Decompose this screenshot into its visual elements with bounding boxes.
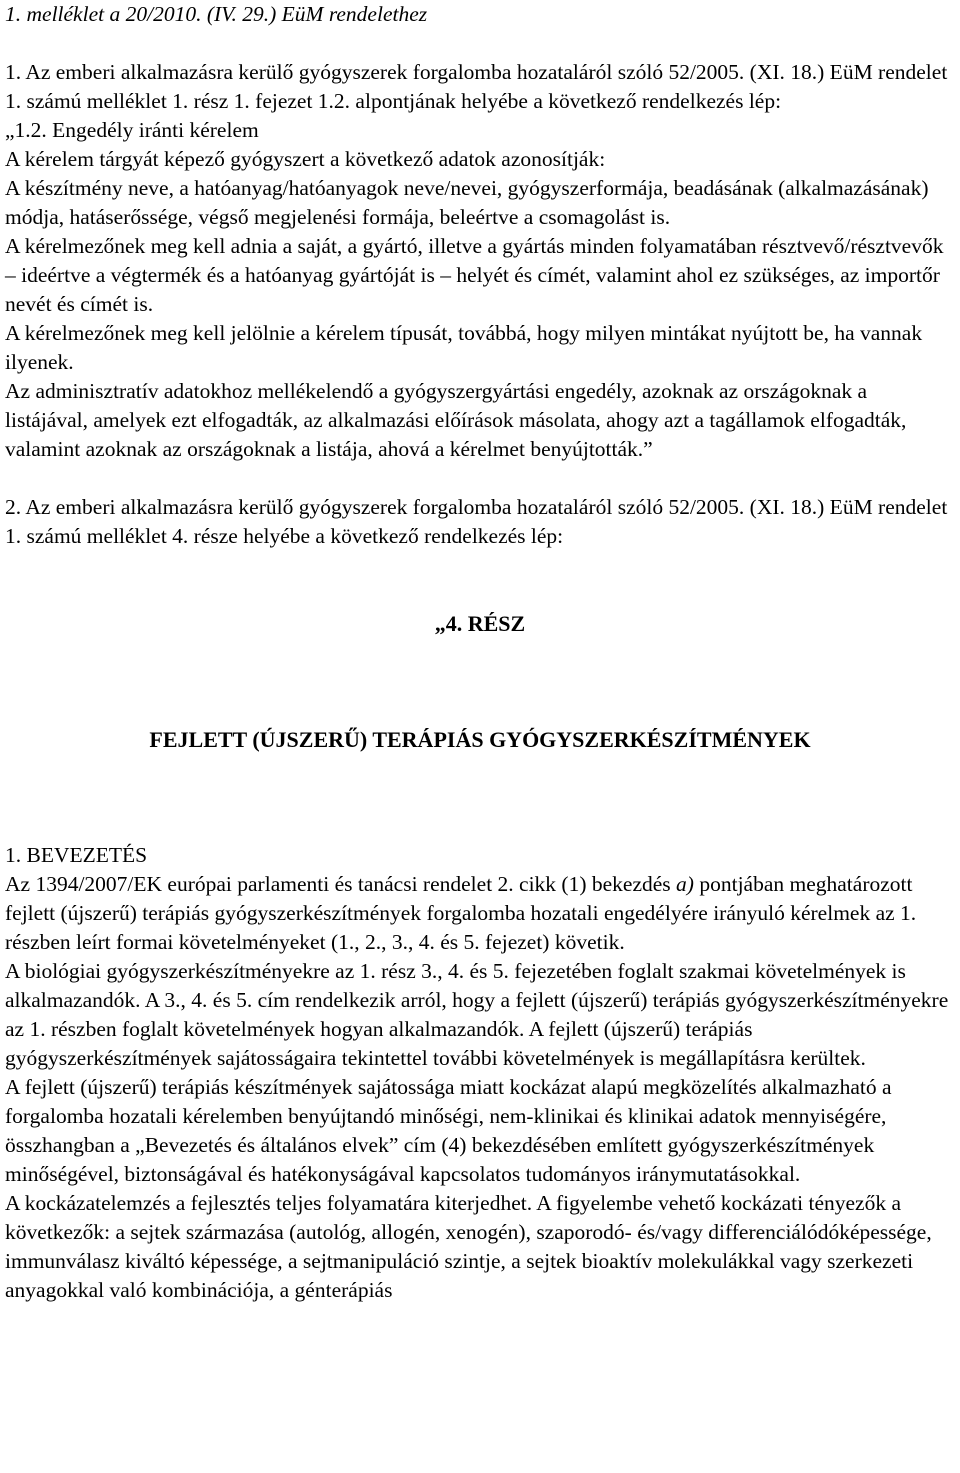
spacer — [5, 580, 955, 609]
spacer — [5, 29, 955, 58]
section2-intro: 2. Az emberi alkalmazásra kerülő gyógyszerek forgalomba hozataláról szóló 52/2005. (XI. 18.) EüM rendelet 1. számú melléklet 4. része helyébe a következő rendelkezés lép: — [5, 495, 948, 548]
part-title: „4. RÉSZ — [434, 611, 526, 636]
spacer — [5, 754, 955, 841]
section2-paragraph: A biológiai gyógyszerkészítményekre az 1. rész 3., 4. és 5. fejezetében foglalt szakmai követelmények is alkalmazandók. A 3., 4. és 5. cím rendelkezik arról, hogy a fejlett (újszerű) terápiás gyógyszerkészítményekre az 1. részben foglalt követelmények hogyan alkalmazandók. A fejlett (újszerű) terápiás gyógyszerkészítmények sajátosságaira tekintettel további követelmények is megállapításra kerültek. — [5, 959, 949, 1070]
section1-paragraph: Az adminisztratív adatokhoz mellékelendő a gyógyszergyártási engedély, azoknak az országoknak a listájával, amelyek ezt elfogadták, az alkalmazási előírások másolata, ahogy azt a tagállamok elfogadták, valamint azoknak az országoknak a listája, ahová a kérelmet benyújtották.” — [5, 379, 907, 461]
spacer — [5, 696, 955, 725]
text-run-italic: a) — [676, 872, 694, 896]
text-run: Az 1394/2007/EK európai parlamenti és tanácsi rendelet 2. cikk (1) bekezdés — [5, 872, 677, 896]
annex-header: 1. melléklet a 20/2010. (IV. 29.) EüM rendelethez — [5, 2, 428, 26]
section1-paragraph: A készítmény neve, a hatóanyag/hatóanyagok neve/nevei, gyógyszerformája, beadásának (alkalmazásának) módja, hatáserőssége, végső megjelenési formája, beleértve a csomagolást is. — [5, 176, 929, 229]
chapter-heading: 1. BEVEZETÉS — [5, 843, 148, 867]
section1-paragraph: A kérelem tárgyát képező gyógyszert a következő adatok azonosítják: — [5, 147, 606, 171]
main-title: FEJLETT (ÚJSZERŰ) TERÁPIÁS GYÓGYSZERKÉSZÍTMÉNYEK — [149, 727, 811, 752]
spacer — [5, 638, 955, 696]
section1-intro: 1. Az emberi alkalmazásra kerülő gyógyszerek forgalomba hozataláról szóló 52/2005. (XI. 18.) EüM rendelet 1. számú melléklet 1. rész 1. fejezet 1.2. alpontjának helyébe a következő rendelkezés lép: — [5, 60, 948, 113]
text-run: pontjában meghatározott fejlett (újszerű) terápiás gyógyszerkészítmények forgalomba hozatali engedélyére irányuló kérelmek az 1. részben leírt formai követelményeket (1., 2., 3., 4. és 5. fejezet) követik. — [5, 872, 917, 954]
section1-paragraph: A kérelmezőnek meg kell jelölnie a kérelem típusát, továbbá, hogy milyen mintákat nyújtott be, ha vannak ilyenek. — [5, 321, 923, 374]
section2-paragraph: A kockázatelemzés a fejlesztés teljes folyamatára kiterjedhet. A figyelembe vehető kockázati tényezők a következők: a sejtek származása (autológ, allogén, xenogén), szaporodó- és/vagy differenciálódóképessége, immunválasz kiváltó képessége, a sejtmanipuláció szintje, a sejtek bioaktív molekulákkal vagy szerkezeti anyagokkal való kombinációja, a génterápiás — [5, 1191, 932, 1302]
section2-paragraph — [5, 870, 955, 957]
section1-heading: „1.2. Engedély iránti kérelem — [5, 118, 259, 142]
section2-paragraph: A fejlett (újszerű) terápiás készítmények sajátossága miatt kockázat alapú megközelítés alkalmazható a forgalomba hozatali kérelemben benyújtandó minőségi, nem-klinikai és klinikai adatok mennyiségére, összhangban a „Bevezetés és általános elvek” cím (4) bekezdésében említett gyógyszerkészítmények minőségével, biztonságával és hatékonyságával kapcsolatos tudományos iránymutatásokkal. — [5, 1075, 892, 1186]
spacer — [5, 551, 955, 580]
spacer — [5, 464, 955, 493]
section1-paragraph: A kérelmezőnek meg kell adnia a saját, a gyártó, illetve a gyártás minden folyamatában résztvevő/résztvevők – ideértve a végtermék és a hatóanyag gyártóját is – helyét és címét, valamint ahol ez szükséges, az importőr nevét és címét is. — [5, 234, 944, 316]
